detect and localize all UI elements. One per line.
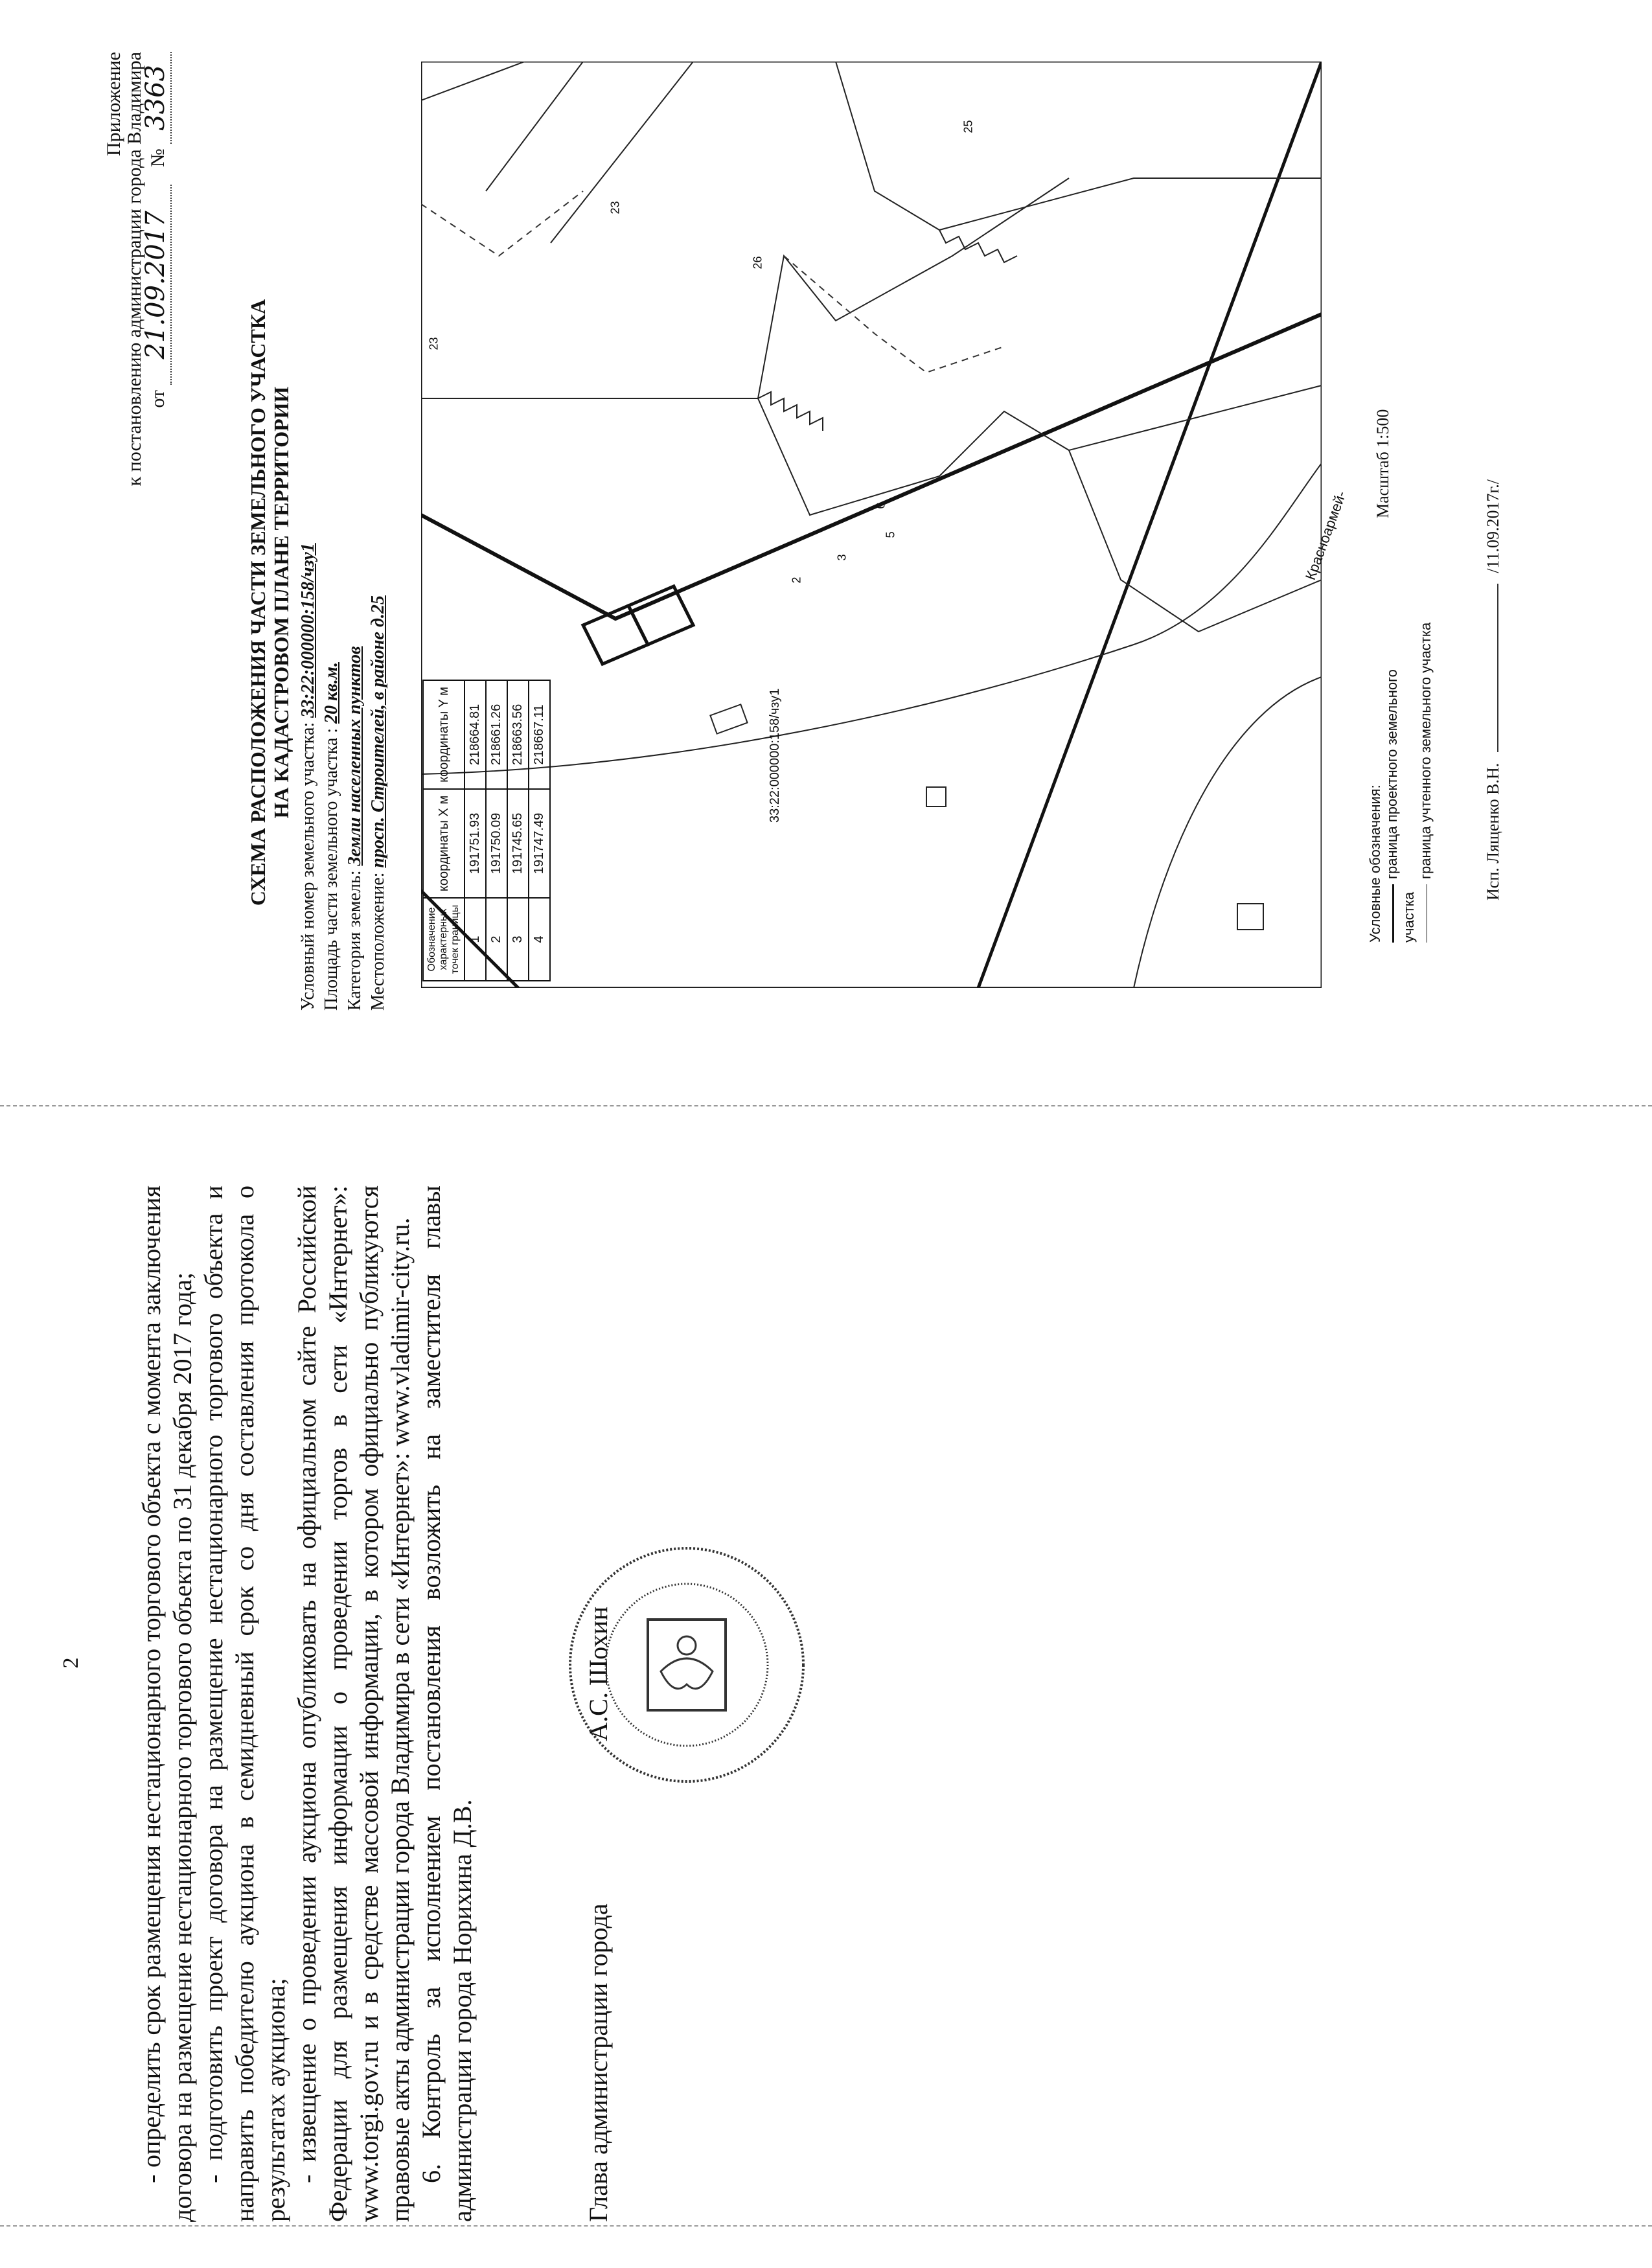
legend <box>1367 619 1434 943</box>
paragraph-control: 6. Контроль за исполнением постановления возложить на заместителя главы администрации города Норихина Д.В. <box>417 1186 477 2222</box>
col-header-point: Обозначение характерных точек границы <box>423 898 465 981</box>
map-number-3: 26 <box>751 256 764 269</box>
col-header-y: координаты Y м <box>423 680 465 789</box>
header-line2: к постановлению администрации города Владимира <box>124 52 145 487</box>
legend-title: Условные обозначения: <box>1367 785 1383 943</box>
fold-line-top <box>0 1105 1652 1106</box>
table-row: 4 191747.49 218667.11 <box>529 680 550 981</box>
parcel-category: Земли населенных пунктов <box>345 646 365 866</box>
map-parcel-label: 33:22:000000:158/чзу1 <box>768 688 782 823</box>
appendix-header <box>104 52 168 1108</box>
signature-name: А.С. Шохин <box>584 1607 613 1741</box>
header-line3: от 21.09.2017 № 3363 <box>145 52 168 1108</box>
executor-signature <box>1497 584 1498 752</box>
map-number-1: 23 <box>608 201 622 214</box>
table-header-row <box>423 680 465 981</box>
header-line1: Приложение <box>103 52 124 157</box>
table-row: 2 191750.09 218661.26 <box>486 680 507 981</box>
map-point-6: 6 <box>874 502 888 509</box>
signature-title: Глава администрации города <box>584 1903 613 2222</box>
paragraph-term: - определить срок размещения нестационарного торгового объекта с момента заключения договора на размещение нестационарного торгового объекта по 31 декабря 2017 года; <box>137 1186 197 2222</box>
map-scale: Масштаб 1:500 <box>1373 409 1392 518</box>
paragraph-notice: - извещение о проведении аукциона опубликовать на официальном сайте Российской Федерации для размещения информации о проведении торгов в сети «Интернет»: www.torgi.gov.ru и в средстве массовой информации, в котором официально публикуются правовые акты администрации города Владимира в сети «Интернет»: www.vladimir-city.ru. <box>292 1186 415 2222</box>
table-row: 1 191751.93 218664.81 <box>465 680 486 981</box>
body-text <box>136 1186 478 2222</box>
scheme-title: СХЕМА РАСПОЛОЖЕНИЯ ЧАСТИ ЗЕМЕЛЬНОГО УЧАСТКА НА КАДАСТРОВОМ ПЛАНЕ ТЕРРИТОРИИ <box>246 299 293 906</box>
legend-item-project: граница проектного земельного участка <box>1384 669 1417 943</box>
header-number: 3363 <box>141 52 172 144</box>
coordinates-table <box>422 680 551 981</box>
map-point-3: 3 <box>835 554 849 561</box>
legend-item-registered: граница учтенного земельного участка <box>1417 619 1434 943</box>
parcel-info: Условный номер земельного участка: 33:22:000000:158/чзу1 Площадь части земельного участка : 20 кв.м. Категория земель: Земли населенных пунктов Местоположение: просп. Строителей, в районе д.25 <box>298 543 388 1011</box>
executor-date: /11.09.2017г./ <box>1484 479 1502 573</box>
paragraph-contract: - подготовить проект договора на размещение нестационарного торгового объекта и направить победителю аукциона в семидневный срок со дня составления протокола о результатах аукциона; <box>199 1186 290 2222</box>
col-header-x: координаты X м <box>423 789 465 898</box>
executor-line: Исп. Лященко В.Н. /11.09.2017г./ <box>1484 479 1502 900</box>
parcel-area: 20 кв.м. <box>321 662 341 724</box>
page-number: 2 <box>59 1657 83 1669</box>
street-label: Красноармей- <box>1302 488 1349 582</box>
map-number-2: 25 <box>961 120 975 133</box>
map-point-5: 5 <box>884 531 897 538</box>
table-row: 3 191745.65 218663.56 <box>507 680 529 981</box>
fold-line-bottom <box>0 2225 1652 2227</box>
parcel-location: просп. Строителей, в районе д.25 <box>368 595 388 868</box>
parcel-number: 33:22:000000:158/чзу1 <box>298 543 318 718</box>
official-seal <box>564 1542 810 1788</box>
coordinates-table-wrap <box>422 680 551 981</box>
map-point-2: 2 <box>790 577 803 584</box>
map-number-4: 23 <box>427 337 441 350</box>
header-date: 21.09.2017 <box>141 185 172 385</box>
cadastral-map <box>421 62 1322 988</box>
